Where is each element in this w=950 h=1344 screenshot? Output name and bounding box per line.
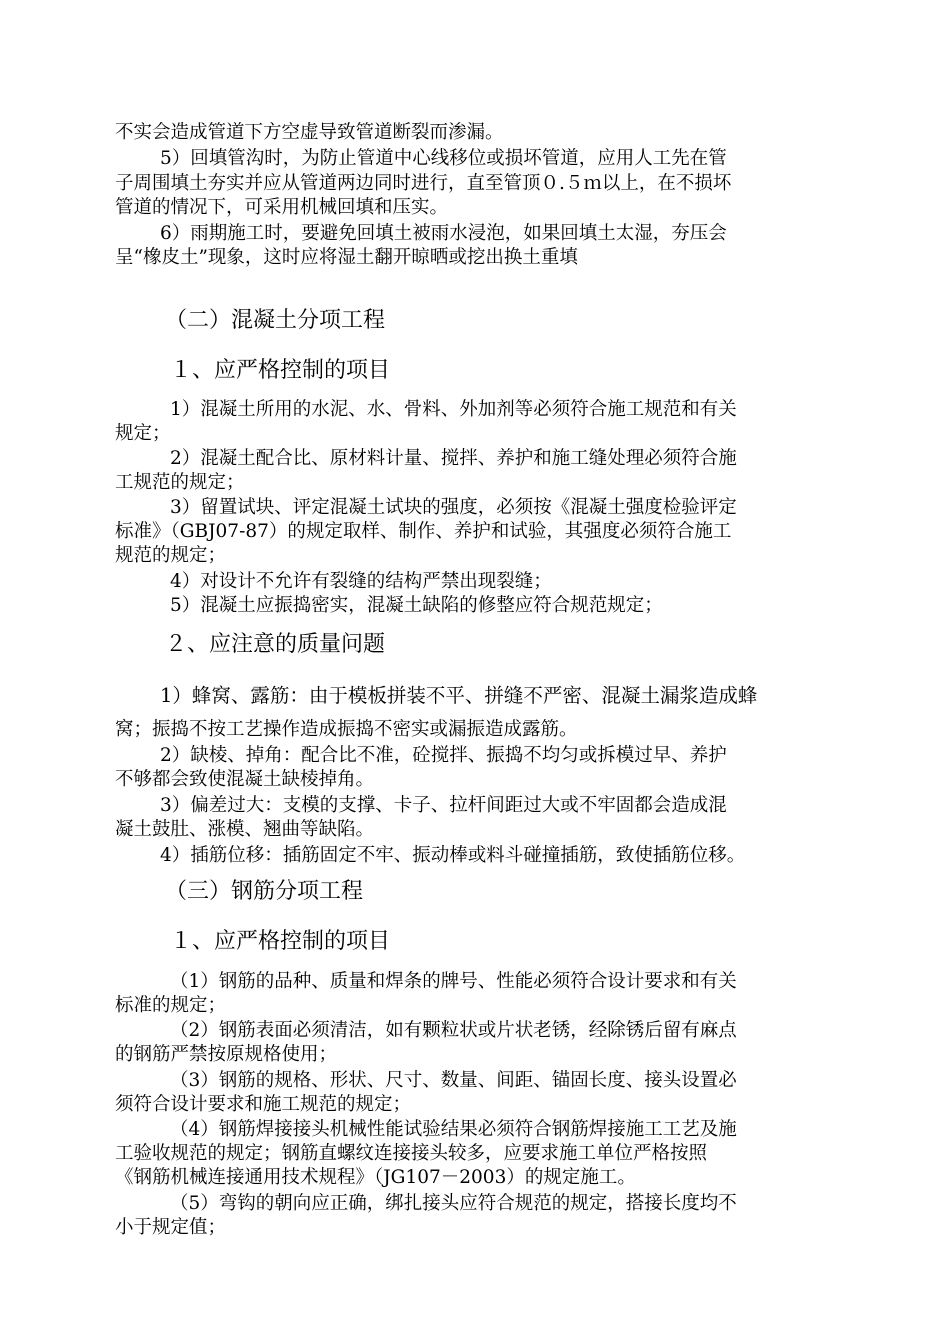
- list-item: 不够都会致使混凝土缺棱掉角。: [115, 769, 375, 790]
- list-item: 1）混凝土所用的水泥、水、骨料、外加剂等必须符合施工规范和有关: [170, 399, 737, 420]
- list-item: 规定；: [115, 423, 171, 444]
- paragraph-line: 不实会造成管道下方空虚导致管道断裂而渗漏。: [115, 122, 504, 143]
- paragraph-line: 子周围填土夯实并应从管道两边同时进行，直至管顶０.５ｍ以上，在不损坏: [115, 173, 732, 194]
- list-item: 2）缺棱、掉角：配合比不准，砼搅拌、振捣不均匀或拆模过早、养护: [160, 745, 727, 766]
- list-item: 5）混凝土应振捣密实，混凝土缺陷的修整应符合规范规定；: [170, 595, 663, 616]
- section-heading-rebar: （三）钢筋分项工程: [165, 879, 364, 904]
- list-item: 窝；振捣不按工艺操作造成振捣不密实或漏振造成露筋。: [115, 719, 578, 740]
- list-item: 3）留置试块、评定混凝土试块的强度，必须按《混凝土强度检验评定: [170, 497, 737, 518]
- list-item: （5）弯钩的朝向应正确，绑扎接头应符合规范的规定，搭接长度均不: [170, 1193, 737, 1214]
- list-item: 2）混凝土配合比、原材料计量、搅拌、养护和施工缝处理必须符合施: [170, 448, 737, 469]
- list-item: （3）钢筋的规格、形状、尺寸、数量、间距、锚固长度、接头设置必: [170, 1070, 737, 1091]
- list-item: 小于规定值；: [115, 1217, 227, 1238]
- paragraph-line: 呈“橡皮土”现象，这时应将湿土翻开晾晒或挖出换土重填: [115, 247, 578, 268]
- subheading-strict-control: １、应严格控制的项目: [170, 358, 391, 383]
- list-item: 4）对设计不允许有裂缝的结构严禁出现裂缝；: [170, 571, 552, 592]
- list-item: （4）钢筋焊接接头机械性能试验结果必须符合钢筋焊接施工工艺及施: [170, 1119, 737, 1140]
- paragraph-line: 管道的情况下，可采用机械回填和压实。: [115, 197, 449, 218]
- subheading-strict-control: １、应严格控制的项目: [170, 929, 391, 954]
- list-item: （1）钢筋的品种、质量和焊条的牌号、性能必须符合设计要求和有关: [170, 971, 737, 992]
- section-heading-concrete: （二）混凝土分项工程: [165, 308, 386, 333]
- list-item: 规范的规定；: [115, 545, 227, 566]
- list-item: 标准的规定；: [115, 995, 227, 1016]
- list-item: 工验收规范的规定；钢筋直螺纹连接接头较多，应要求施工单位严格按照: [115, 1143, 708, 1164]
- paragraph-line: 5）回填管沟时，为防止管道中心线移位或损坏管道，应用人工先在管: [160, 148, 727, 169]
- list-item: 的钢筋严禁按原规格使用；: [115, 1044, 338, 1065]
- list-item: 凝土鼓肚、涨模、翘曲等缺陷。: [115, 819, 375, 840]
- list-item: 4）插筋位移：插筋固定不牢、振动棒或料斗碰撞插筋，致使插筋位移。: [160, 845, 746, 866]
- list-item: 3）偏差过大：支模的支撑、卡子、拉杆间距过大或不牢固都会造成混: [160, 795, 727, 816]
- list-item: 《钢筋机械连接通用技术规程》（JG107－2003）的规定施工。: [115, 1167, 636, 1188]
- list-item: 工规范的规定；: [115, 472, 245, 493]
- list-item: 1）蜂窝、露筋：由于模板拼装不平、拼缝不严密、混凝土漏浆造成蜂: [160, 684, 758, 707]
- list-item: 须符合设计要求和施工规范的规定；: [115, 1094, 412, 1115]
- subheading-quality-issues: ２、应注意的质量问题: [165, 632, 386, 657]
- paragraph-line: 6）雨期施工时，要避免回填土被雨水浸泡，如果回填土太湿，夯压会: [160, 223, 727, 244]
- list-item: 标准》（GBJ07-87）的规定取样、制作、养护和试验，其强度必须符合施工: [115, 521, 732, 542]
- list-item: （2）钢筋表面必须清洁，如有颗粒状或片状老锈，经除锈后留有麻点: [170, 1020, 737, 1041]
